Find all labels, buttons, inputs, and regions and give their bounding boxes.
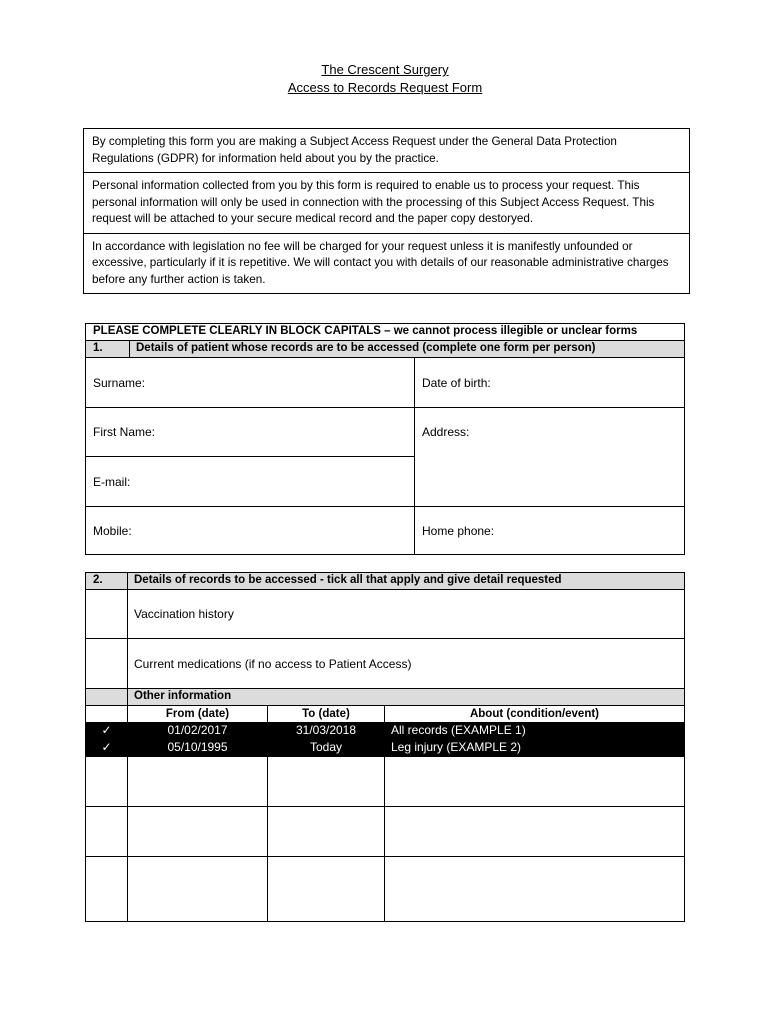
vaccination-checkbox[interactable]	[85, 589, 128, 639]
section2-number: 2.	[93, 574, 103, 586]
section1-heading: Details of patient whose records are to be accessed (complete one form per person)	[136, 342, 596, 354]
intro-gdpr-paragraph: By completing this form you are making a Subject Access Request under the General Data Protection Regulations (GDPR) for information held about you by the practice.	[84, 129, 689, 173]
dob-label: Date of birth:	[422, 376, 491, 390]
address-field[interactable]	[414, 407, 685, 507]
column-header-to: To (date)	[267, 705, 385, 723]
form-title: Access to Records Request Form	[287, 80, 483, 95]
section2-header	[85, 572, 685, 590]
column-header-about: About (condition/event)	[384, 705, 685, 723]
mobile-label: Mobile:	[93, 524, 132, 538]
example-row-2	[85, 739, 685, 756]
other-info-header	[127, 688, 685, 706]
section1-banner-text: PLEASE COMPLETE CLEARLY IN BLOCK CAPITALS – we cannot process illegible or unclear forms	[93, 325, 638, 337]
section2-heading: Details of records to be accessed - tick all that apply and give detail requested	[134, 574, 562, 586]
example-about: All records (EXAMPLE 1)	[391, 723, 526, 737]
address-label: Address:	[422, 425, 470, 439]
entry-row-3-to[interactable]	[267, 856, 385, 922]
example-to: Today	[309, 740, 343, 754]
section1-header	[85, 340, 685, 358]
vaccination-option	[127, 589, 685, 639]
section1-banner	[85, 323, 685, 341]
entry-row-1-from[interactable]	[127, 756, 268, 807]
intro-privacy-paragraph: Personal information collected from you by this form is required to enable us to process your request. This personal information will only be used in connection with the processing of this Subject Access Request. This request will be attached to your secure medical record and the paper copy destoryed.	[84, 173, 689, 234]
example-row-1	[85, 722, 685, 739]
intro-fee-paragraph: In accordance with legislation no fee will be charged for your request unless it is manifestly unfounded or excessive, particularly if it is repetitive. We will contact you with details of our reasonable administrative charges before any further action is taken.	[92, 239, 669, 286]
first-name-field[interactable]	[85, 407, 415, 457]
entry-row-1-tick[interactable]	[85, 756, 128, 807]
email-field[interactable]	[85, 456, 415, 507]
example-to: 31/03/2018	[295, 723, 357, 737]
intro-box	[83, 128, 690, 294]
example-about: Leg injury (EXAMPLE 2)	[391, 740, 522, 754]
section1-number: 1.	[93, 342, 103, 354]
entry-row-3-from[interactable]	[127, 856, 268, 922]
check-icon: ✓	[101, 723, 112, 737]
medications-checkbox[interactable]	[85, 638, 128, 689]
entry-row-1-about[interactable]	[384, 756, 685, 807]
entry-row-1-to[interactable]	[267, 756, 385, 807]
entry-row-3-about[interactable]	[384, 856, 685, 922]
medications-option	[127, 638, 685, 689]
home-phone-label: Home phone:	[422, 524, 495, 538]
surname-field[interactable]	[85, 357, 415, 408]
column-header-from: From (date)	[127, 705, 268, 723]
example-from: 01/02/2017	[167, 723, 228, 737]
entry-row-2-to[interactable]	[267, 806, 385, 857]
first-name-label: First Name:	[93, 425, 156, 439]
vaccination-label: Vaccination history	[134, 607, 234, 621]
mobile-field[interactable]	[85, 506, 415, 555]
other-info-checkbox[interactable]	[85, 688, 128, 706]
column-header-tick	[85, 705, 128, 723]
home-phone-field[interactable]	[414, 506, 685, 555]
other-info-label: Other information	[134, 690, 232, 702]
entry-row-2-tick[interactable]	[85, 806, 128, 857]
surname-label: Surname:	[93, 376, 146, 390]
medications-label: Current medications (if no access to Patient Access)	[134, 657, 412, 671]
email-label: E-mail:	[93, 475, 131, 489]
example-from: 05/10/1995	[167, 740, 228, 754]
check-icon: ✓	[101, 740, 112, 754]
dob-field[interactable]	[414, 357, 685, 408]
entry-row-2-from[interactable]	[127, 806, 268, 857]
practice-name: The Crescent Surgery	[321, 62, 449, 77]
entry-row-3-tick[interactable]	[85, 856, 128, 922]
entry-row-2-about[interactable]	[384, 806, 685, 857]
